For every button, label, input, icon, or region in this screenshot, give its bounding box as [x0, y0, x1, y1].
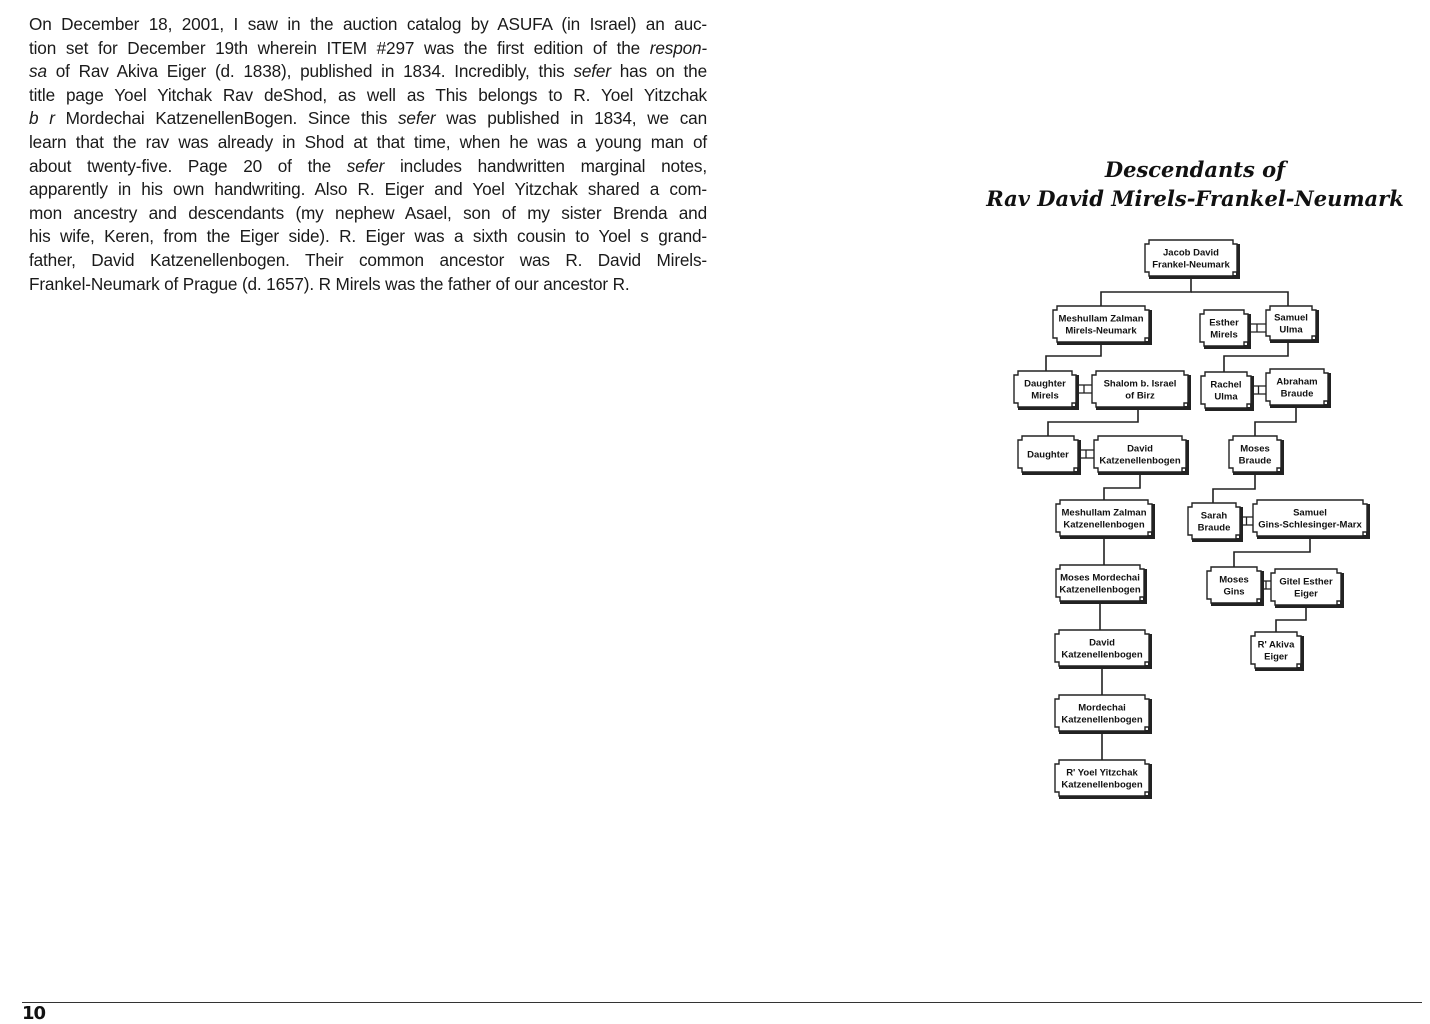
- text-run: learn that the rav was already in Shod at that time, when he was a young man of: [29, 131, 707, 152]
- person-name-line: Mirels: [1031, 390, 1059, 402]
- person-name-line: Katzenellenbogen: [1061, 779, 1143, 791]
- person-name-line: Sarah: [1200, 510, 1228, 522]
- person-name-line: David: [1089, 637, 1115, 649]
- text-run: his wife, Keren, from the Eiger side). R. Eiger was a sixth cousin to Yoel s grand-: [29, 226, 707, 247]
- italic-term: b r: [29, 108, 55, 129]
- person-name-line: Moses Mordechai: [1060, 572, 1140, 584]
- descent-line: [1046, 342, 1101, 371]
- italic-term: sefer: [397, 108, 436, 129]
- person-name-line: Daughter: [1027, 449, 1069, 461]
- text-run: of Rav Akiva Eiger (d. 1838), published in 1834. Incredibly, this: [46, 61, 574, 82]
- person-box-meshullam1: [1053, 306, 1152, 345]
- person-box-jacob: [1145, 240, 1240, 279]
- person-name-line: Esther: [1209, 317, 1239, 329]
- person-box-meshullam2: [1056, 500, 1155, 539]
- italic-term: respon-: [649, 37, 707, 58]
- person-box-samuel-gins: [1253, 500, 1370, 539]
- person-name-line: Abraham: [1276, 376, 1318, 388]
- person-name-line: Katzenellenbogen: [1099, 455, 1181, 467]
- descent-line: [1101, 276, 1191, 306]
- person-box-esther: [1200, 310, 1251, 349]
- person-name-line: of Birz: [1125, 390, 1155, 402]
- person-box-david2: [1055, 630, 1152, 669]
- person-name-line: Mirels: [1210, 329, 1238, 341]
- person-box-samuel-ulma: [1266, 306, 1319, 343]
- person-box-yoel: [1055, 760, 1152, 799]
- person-name-line: Samuel: [1293, 507, 1327, 519]
- text-run: tion set for December 19th wherein ITEM #297 was the first edition of the: [29, 37, 650, 58]
- person-name-line: Braude: [1197, 522, 1231, 534]
- person-box-akiva: [1251, 632, 1304, 671]
- italic-term: sa: [29, 61, 47, 82]
- italic-term: sefer: [573, 61, 611, 82]
- person-name-line: Eiger: [1264, 651, 1288, 663]
- descent-line: [1234, 536, 1310, 567]
- person-box-rachel: [1201, 372, 1254, 411]
- person-box-daughter-mirels: [1014, 371, 1079, 410]
- descent-line: [1104, 472, 1140, 500]
- chart-title-line-1: Descendants of: [1104, 157, 1286, 182]
- descent-line: [1048, 407, 1138, 436]
- person-name-line: Braude: [1238, 455, 1272, 467]
- italic-term: sefer: [346, 155, 385, 176]
- descent-line: [1276, 605, 1306, 632]
- person-name-line: Moses: [1240, 443, 1270, 455]
- text-run: has on the: [610, 61, 707, 82]
- person-name-line: Gins-Schlesinger-Marx: [1258, 519, 1362, 531]
- person-name-line: Meshullam Zalman: [1058, 313, 1144, 325]
- text-run: mon ancestry and descendants (my nephew Asael, son of my sister Brenda and: [29, 202, 707, 223]
- descent-line: [1191, 292, 1288, 306]
- person-name-line: Frankel-Neumark: [1152, 259, 1230, 271]
- text-run: Frankel-Neumark of Prague (d. 1657). R Mirels was the father of our ancestor R.: [29, 273, 630, 294]
- person-name-line: Samuel: [1274, 312, 1308, 324]
- person-name-line: Katzenellenbogen: [1061, 714, 1143, 726]
- text-run: title page Yoel Yitchak Rav deShod, as well as This belongs to R. Yoel Yitzchak: [29, 84, 707, 105]
- person-name-line: David: [1127, 443, 1153, 455]
- person-name-line: Moses: [1219, 574, 1249, 586]
- descent-line: [1255, 405, 1296, 436]
- person-name-line: Ulma: [1214, 391, 1238, 403]
- person-name-line: Shalom b. Israel: [1103, 378, 1177, 390]
- person-name-line: Jacob David: [1163, 247, 1219, 259]
- person-box-moses-gins: [1207, 567, 1264, 606]
- text-run: was published in 1834, we can: [435, 108, 707, 129]
- chart-title-line-2: Rav David Mirels-Frankel-Neumark: [986, 186, 1404, 211]
- text-run: includes handwritten marginal notes,: [384, 155, 707, 176]
- person-box-moses-mordechai: [1056, 565, 1147, 604]
- person-name-line: Mirels-Neumark: [1065, 325, 1137, 337]
- person-name-line: R' Yoel Yitzchak: [1066, 767, 1138, 779]
- footer-rule: [22, 1002, 1422, 1003]
- person-name-line: Daughter: [1024, 378, 1066, 390]
- text-run: On December 18, 2001, I saw in the auction catalog by ASUFA (in Israel) an auc-: [29, 14, 707, 34]
- person-box-shalom: [1092, 371, 1191, 410]
- person-name-line: Gins: [1223, 586, 1245, 598]
- person-name-line: Mordechai: [1078, 702, 1126, 714]
- person-box-mordechai: [1055, 695, 1152, 734]
- person-box-moses-braude: [1229, 436, 1284, 475]
- person-name-line: Meshullam Zalman: [1061, 507, 1147, 519]
- person-box-abraham: [1266, 369, 1331, 408]
- text-run: father, David Katzenellenbogen. Their common ancestor was R. David Mirels-: [29, 249, 707, 270]
- person-name-line: Katzenellenbogen: [1059, 584, 1141, 596]
- person-name-line: Eiger: [1294, 588, 1318, 600]
- text-run: about twenty-five. Page 20 of the: [29, 155, 347, 176]
- person-name-line: R' Akiva: [1257, 639, 1295, 651]
- person-name-line: Katzenellenbogen: [1061, 649, 1143, 661]
- person-name-line: Rachel: [1210, 379, 1242, 391]
- text-run: apparently in his own handwriting. Also R. Eiger and Yoel Yitzchak shared a com-: [29, 179, 707, 200]
- descent-line: [1213, 472, 1255, 503]
- person-box-david1: [1094, 436, 1189, 475]
- person-name-line: Katzenellenbogen: [1063, 519, 1145, 531]
- person-box-gitel: [1271, 569, 1344, 608]
- page-number: 10: [22, 1003, 46, 1024]
- person-name-line: Braude: [1280, 388, 1314, 400]
- person-name-line: Gitel Esther: [1279, 576, 1333, 588]
- person-box-sarah: [1188, 503, 1243, 542]
- text-run: Mordechai KatzenellenBogen. Since this: [54, 108, 398, 129]
- person-name-line: Ulma: [1279, 324, 1303, 336]
- person-box-daughter: [1018, 436, 1081, 475]
